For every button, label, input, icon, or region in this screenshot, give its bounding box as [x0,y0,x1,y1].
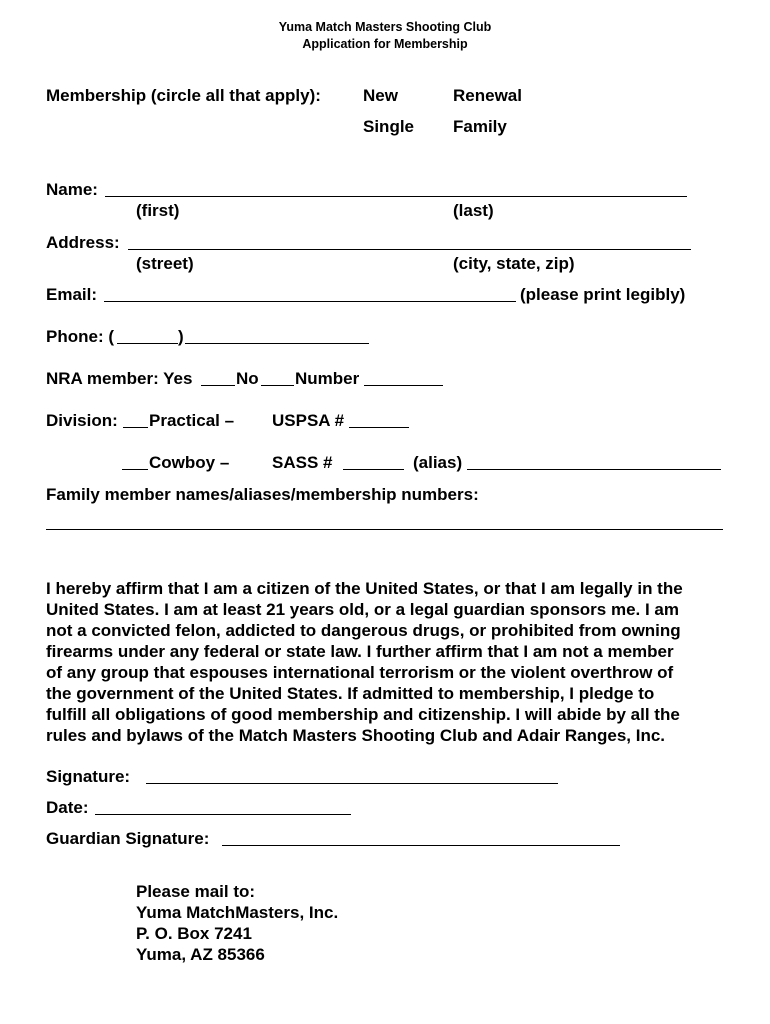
alias-label: (alias) [413,453,463,472]
date-field[interactable] [95,814,351,815]
membership-option-family[interactable]: Family [453,117,507,136]
nra-label: NRA member: Yes [46,369,193,388]
address-label: Address: [46,233,120,252]
nra-number-label: Number [295,369,360,388]
signature-label: Signature: [46,767,131,786]
phone-area-code-field[interactable] [117,343,178,344]
membership-option-renewal[interactable]: Renewal [453,86,522,105]
name-first-caption: (first) [136,201,180,220]
uspsa-label: USPSA # [272,411,345,430]
guardian-signature-label: Guardian Signature: [46,829,210,848]
family-members-label: Family member names/aliases/membership numbers: [46,485,479,504]
division-practical-label: Practical – [149,411,235,430]
division-cowboy-label: Cowboy – [149,453,230,472]
division-label: Division: [46,411,118,430]
membership-label: Membership (circle all that apply): [46,86,321,105]
family-members-field[interactable] [46,529,723,530]
address-street-caption: (street) [136,254,194,273]
membership-option-single[interactable]: Single [363,117,415,136]
uspsa-number-field[interactable] [349,427,409,428]
mail-org: Yuma MatchMasters, Inc. [136,903,339,922]
date-label: Date: [46,798,89,817]
alias-field[interactable] [467,469,721,470]
affirmation-line: not a convicted felon, addicted to dangerous drugs, or prohibited from owning [46,621,681,640]
nra-no-field[interactable] [261,385,294,386]
email-note: (please print legibly) [520,285,686,304]
address-field[interactable] [128,249,691,250]
affirmation-line: firearms under any federal or state law. I further affirm that I am not a member [46,642,674,661]
mail-to-label: Please mail to: [136,882,256,901]
phone-label: Phone: ( [46,327,114,346]
affirmation-line: the government of the United States. If admitted to membership, I pledge to [46,684,655,703]
phone-paren: ) [178,327,184,346]
nra-no-label: No [236,369,259,388]
affirmation-paragraph [46,578,736,746]
affirmation-line: I hereby affirm that I am a citizen of the United States, or that I am legally in the [46,579,683,598]
affirmation-line: of any group that espouses international terrorism or the violent overthrow of [46,663,674,682]
name-label: Name: [46,180,98,199]
nra-yes-field[interactable] [201,385,235,386]
email-label: Email: [46,285,98,304]
email-field[interactable] [104,301,516,302]
name-field[interactable] [105,196,687,197]
nra-number-field[interactable] [364,385,443,386]
mail-po-box: P. O. Box 7241 [136,924,252,943]
guardian-signature-field[interactable] [222,845,620,846]
address-city-caption: (city, state, zip) [453,254,575,273]
membership-option-new[interactable]: New [363,86,398,105]
phone-number-field[interactable] [185,343,369,344]
affirmation-line: fulfill all obligations of good membership and citizenship. I will abide by all the [46,705,680,724]
signature-field[interactable] [146,783,558,784]
division-cowboy-field[interactable] [122,469,148,470]
affirmation-line: United States. I am at least 21 years old, or a legal guardian sponsors me. I am [46,600,680,619]
sass-label: SASS # [272,453,333,472]
form-title: Yuma Match Masters Shooting Club [278,20,492,34]
affirmation-line: rules and bylaws of the Match Masters Shooting Club and Adair Ranges, Inc. [46,726,666,745]
form-subtitle: Application for Membership [302,37,468,51]
name-last-caption: (last) [453,201,494,220]
sass-number-field[interactable] [343,469,404,470]
mail-city: Yuma, AZ 85366 [136,945,265,964]
division-practical-field[interactable] [123,427,148,428]
